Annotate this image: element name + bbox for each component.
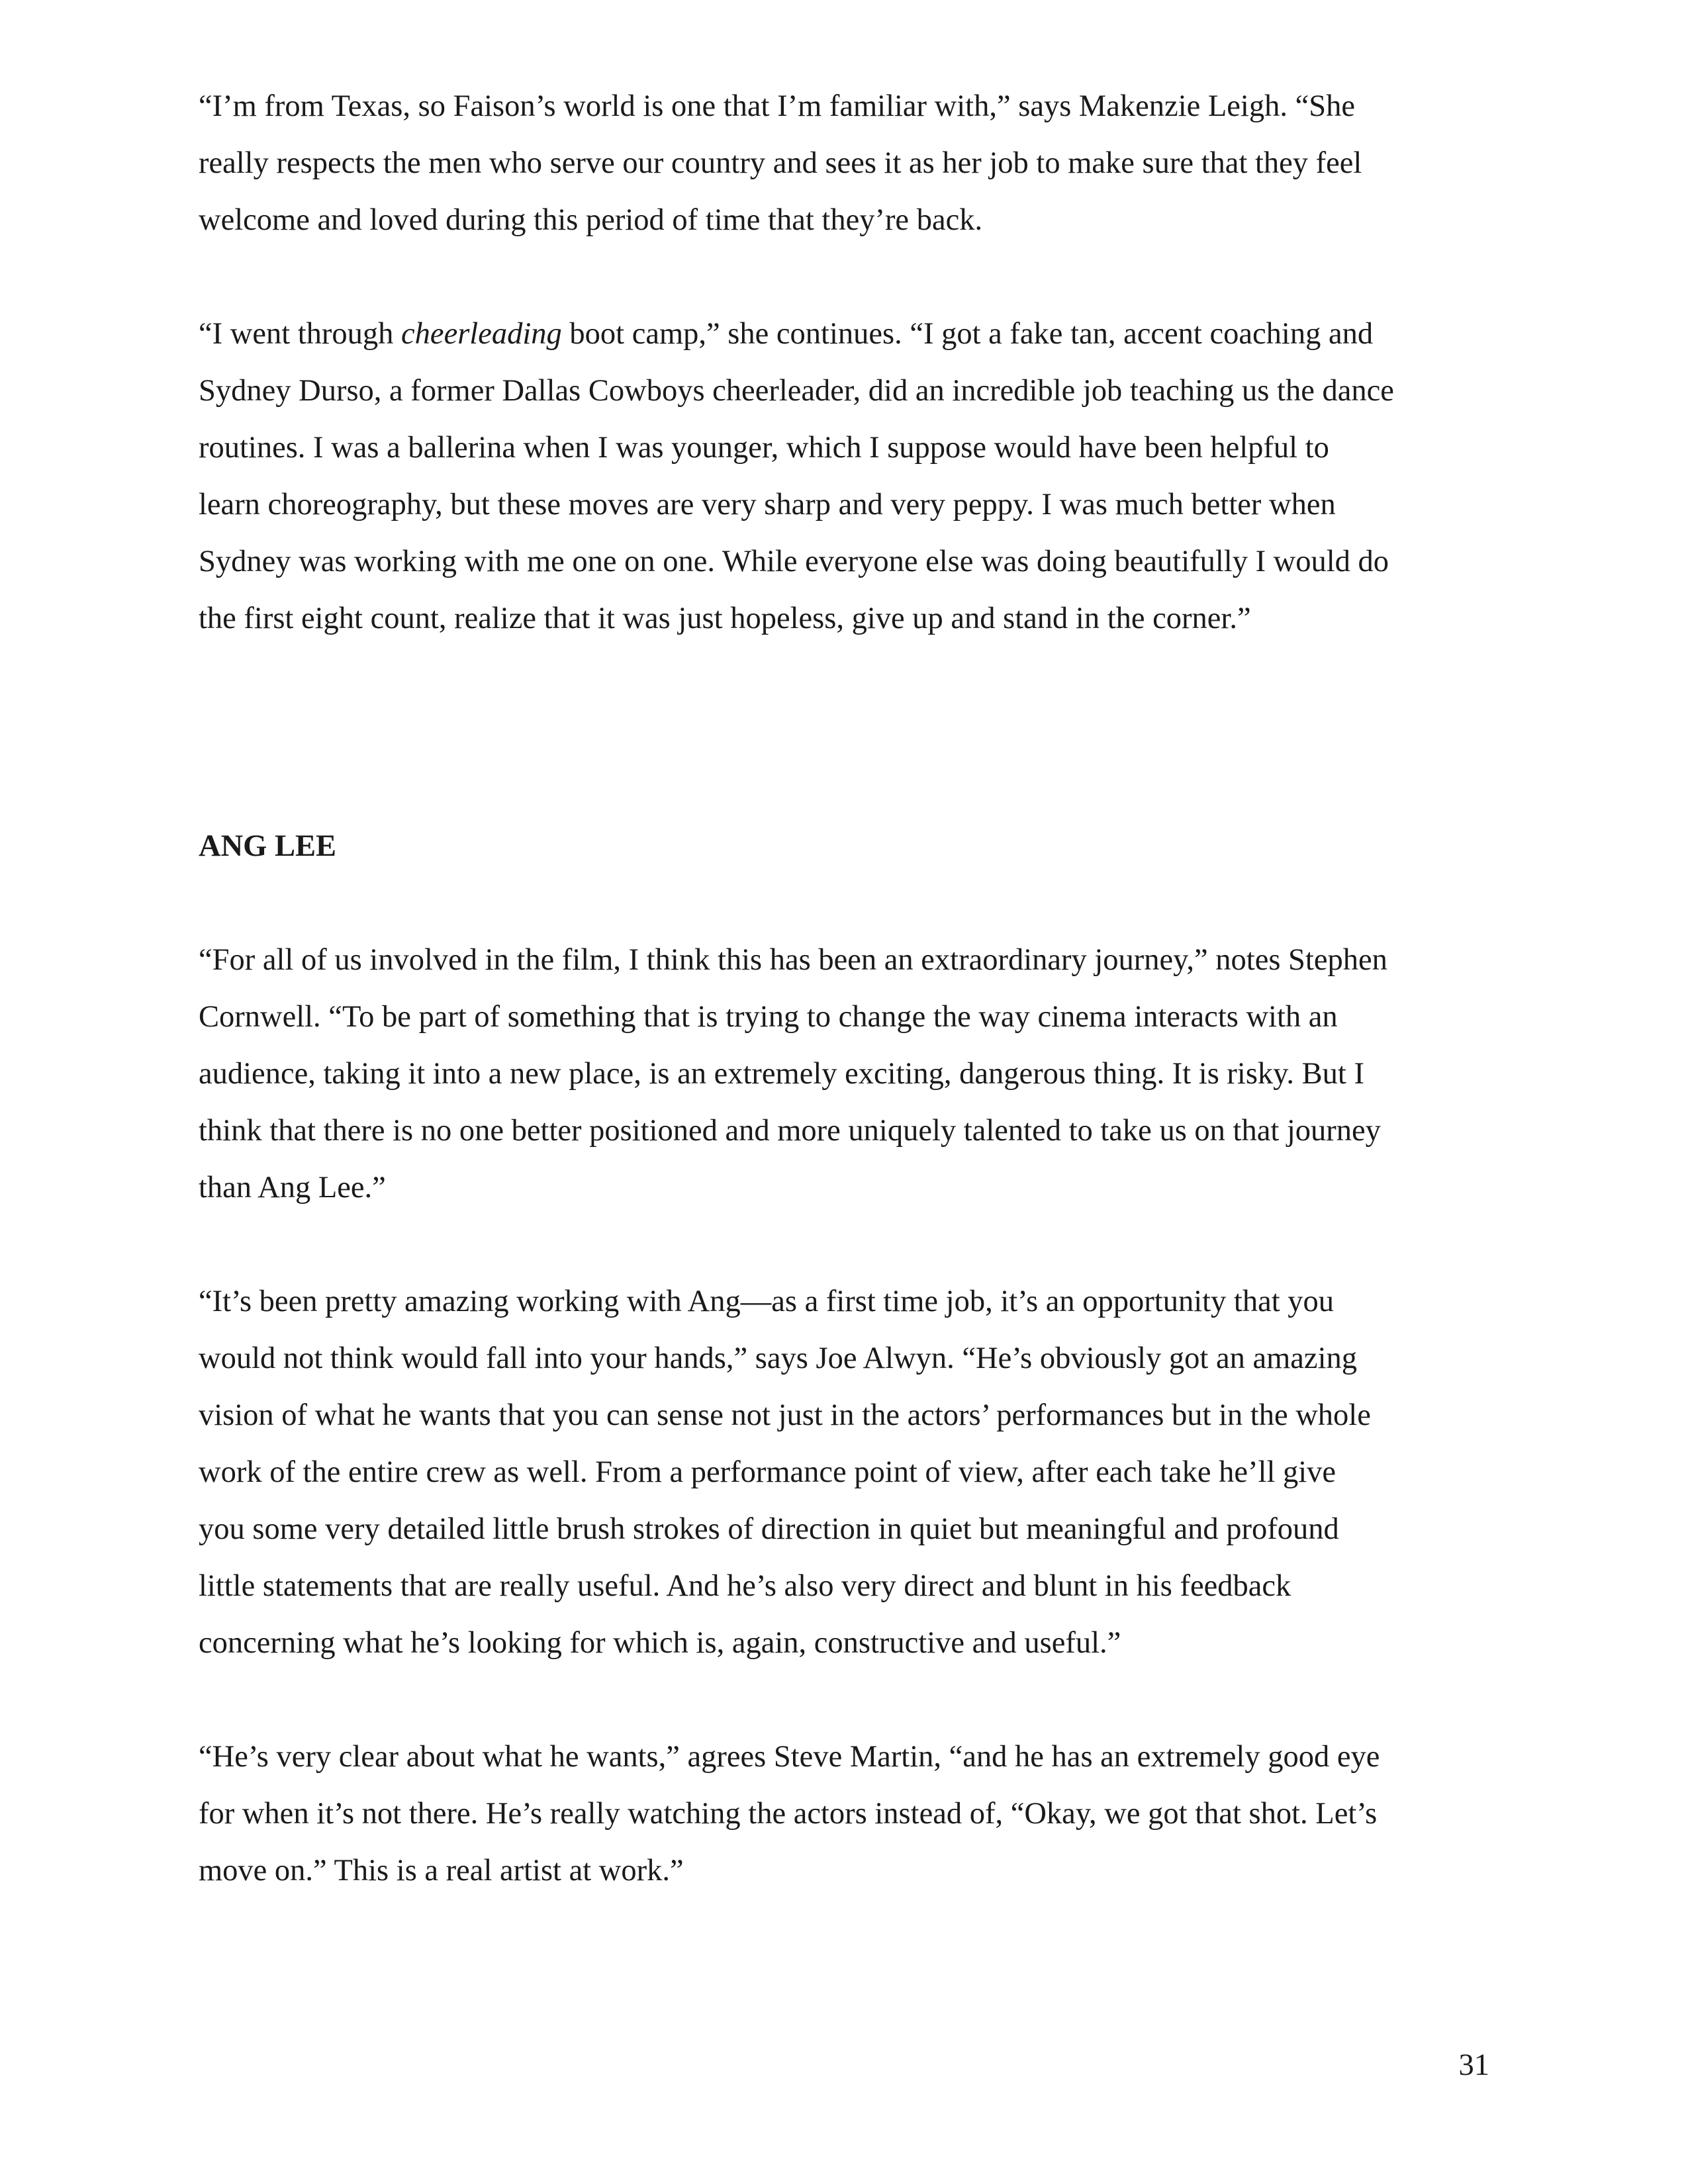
text-line: you some very detailed little brush strokes of direction in quiet but meaningful and profound: [199, 1512, 1339, 1546]
text-line: learn choreography, but these moves are very sharp and very peppy. I was much better when: [199, 488, 1336, 522]
text-line: work of the entire crew as well. From a performance point of view, after each take he’ll give: [199, 1455, 1336, 1489]
text-line: audience, taking it into a new place, is an extremely exciting, dangerous thing. It is risky. But I: [199, 1057, 1364, 1091]
text-line: “I’m from Texas, so Faison’s world is one that I’m familiar with,” says Makenzie Leigh. “She: [199, 89, 1355, 123]
paragraph-makenzie-leigh-texas: [199, 78, 1496, 249]
text-line: would not think would fall into your hands,” says Joe Alwyn. “He’s obviously got an amazing: [199, 1342, 1357, 1375]
text-line: “It’s been pretty amazing working with Ang—as a first time job, it’s an opportunity that you: [199, 1285, 1335, 1318]
text-line: vision of what he wants that you can sense not just in the actors’ performances but in the whole: [199, 1398, 1371, 1432]
text-line: the first eight count, realize that it was just hopeless, give up and stand in the corner.”: [199, 602, 1251, 635]
paragraph-stephen-cornwell: [199, 932, 1496, 1216]
text-line: “He’s very clear about what he wants,” agrees Steve Martin, “and he has an extremely good eye: [199, 1740, 1380, 1774]
text-line: welcome and loved during this period of time that they’re back.: [199, 203, 983, 237]
text-line: think that there is no one better positioned and more uniquely talented to take us on that journey: [199, 1114, 1381, 1148]
paragraph-joe-alwyn: [199, 1273, 1496, 1672]
text-line: “For all of us involved in the film, I think this has been an extraordinary journey,” notes Stephen: [199, 943, 1387, 977]
section-heading: ANG LEE: [199, 829, 337, 863]
text-line: than Ang Lee.”: [199, 1171, 386, 1205]
text-line: Cornwell. “To be part of something that is trying to change the way cinema interacts with an: [199, 1000, 1338, 1034]
text-run: “I went through: [199, 317, 402, 351]
text-line: for when it’s not there. He’s really watching the actors instead of, “Okay, we got that shot. Let’s: [199, 1797, 1378, 1831]
paragraph-steve-martin: [199, 1729, 1496, 1899]
text-line: [199, 306, 1496, 363]
text-line: Sydney was working with me one on one. While everyone else was doing beautifully I would do: [199, 545, 1389, 578]
text-line: little statements that are really useful. And he’s also very direct and blunt in his feedback: [199, 1569, 1291, 1603]
italic-word: cheerleading: [401, 317, 562, 351]
text-line: routines. I was a ballerina when I was younger, which I suppose would have been helpful to: [199, 431, 1329, 465]
text-line: move on.” This is a real artist at work.”: [199, 1854, 684, 1888]
document-page: [199, 78, 1496, 1899]
paragraph-cheerleading-boot-camp: [199, 306, 1496, 647]
section-spacer: [199, 647, 1496, 818]
page-number: 31: [1458, 2048, 1489, 2082]
text-run: boot camp,” she continues. “I got a fake tan, accent coaching and: [561, 317, 1374, 351]
text-line: Sydney Durso, a former Dallas Cowboys cheerleader, did an incredible job teaching us the dance: [199, 374, 1394, 408]
text-line: really respects the men who serve our country and sees it as her job to make sure that they feel: [199, 146, 1362, 180]
text-line: concerning what he’s looking for which is, again, constructive and useful.”: [199, 1626, 1121, 1660]
